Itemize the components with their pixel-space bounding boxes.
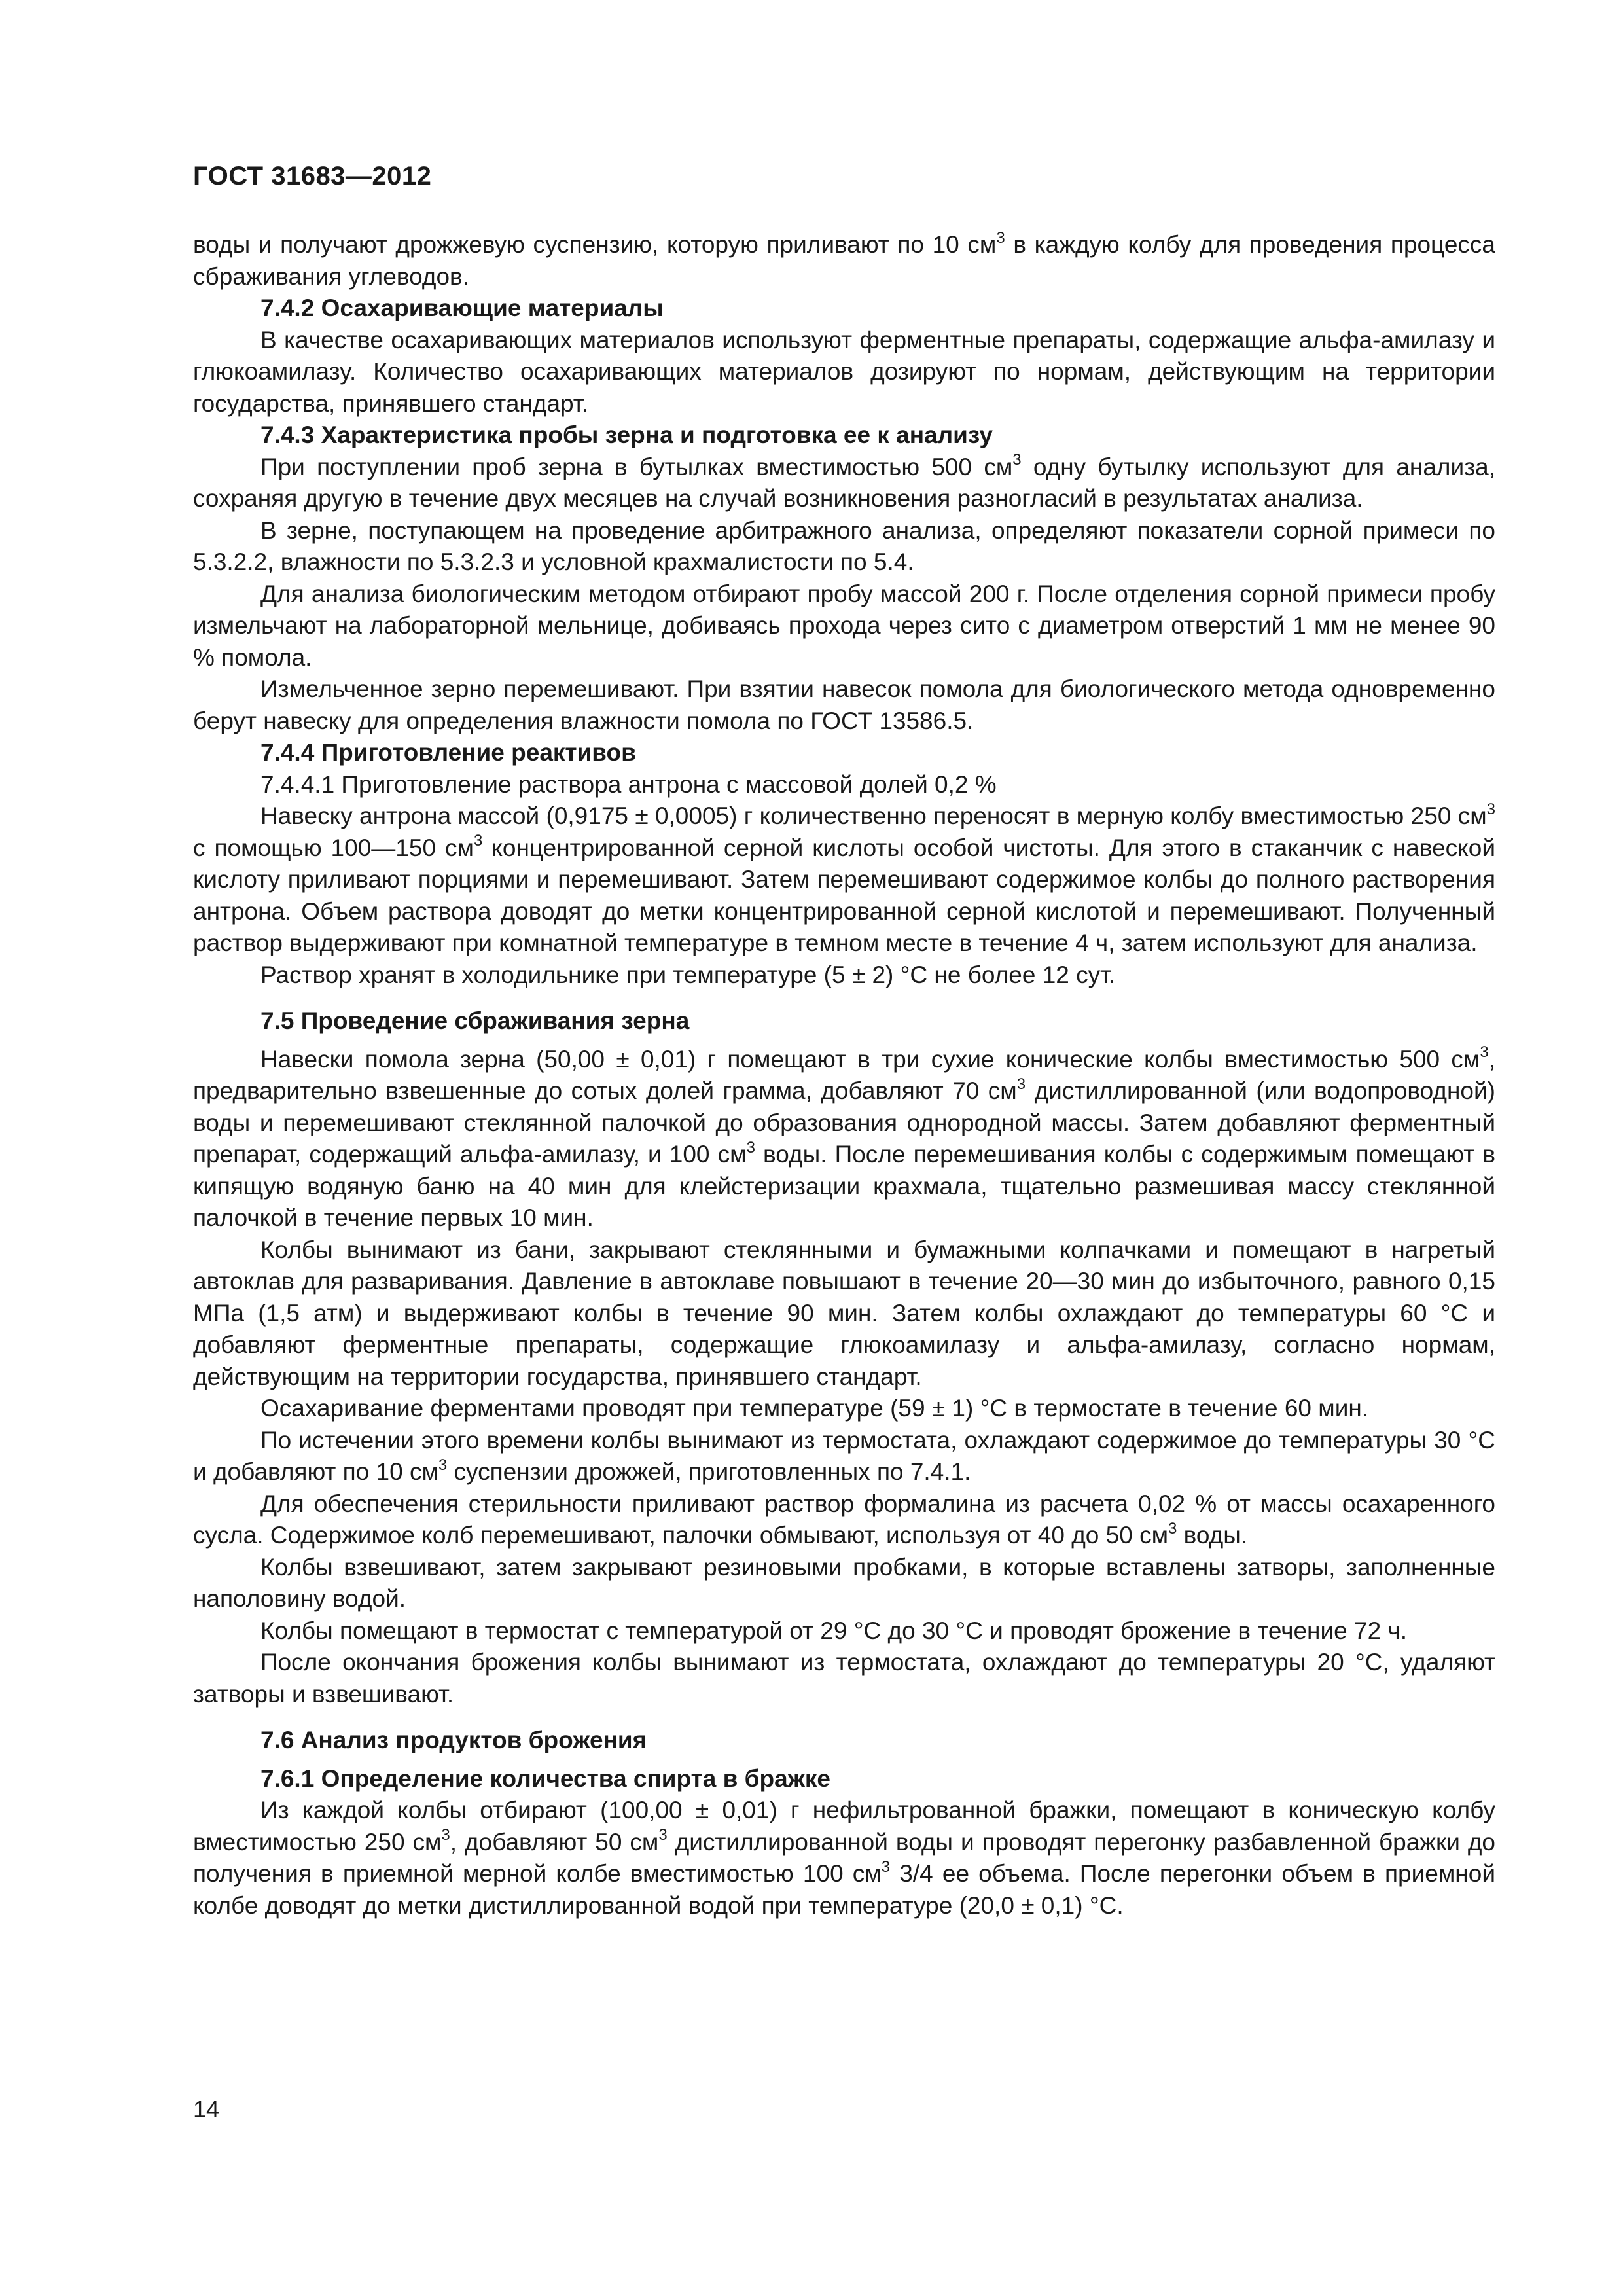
section-heading-7-4-2: 7.4.2 Осахаривающие материалы [260, 295, 664, 321]
paragraph: Раствор хранят в холодильнике при температуре (5 ± 2) °С не более 12 сут. [260, 961, 1116, 988]
paragraph: В зерне, поступающем на проведение арбитражного анализа, определяют показатели сорной примеси по 5.3.2.2, влажности по 5.3.2.3 и условной крахмалистости по 5.4. [193, 516, 1495, 575]
standard-header: ГОСТ 31683—2012 [193, 162, 432, 190]
section-heading-7-6: 7.6 Анализ продуктов брожения [260, 1727, 647, 1753]
paragraph: Навески помола зерна (50,00 ± 0,01) г помещают в три сухие конические колбы вместимостью 500 $см^3$, предварительно взвешенные до сотых долей грамма, добавляют 70 $см^3$ дистиллированной (или водопроводной) воды и перемешивают стеклянной палочкой до образования однородной массы. Затем добавляют ферментный препарат, содержащий альфа-амилазу, и 100 $см^3$ воды. После перемешивания колбы с содержимым помещают в кипящую водяную баню на 40 мин для клейстеризации крахмала, тщательно размешивая массу стеклянной палочкой в течение первых 10 мин. [193, 1043, 1495, 1231]
paragraph: Колбы взвешивают, затем закрывают резиновыми пробками, в которые вставлены затворы, заполненные наполовину водой. [193, 1553, 1495, 1612]
paragraph: Колбы помещают в термостат с температурой от 29 °С до 30 °С и проводят брожение в течение 72 ч. [260, 1617, 1408, 1644]
paragraph: воды и получают дрожжевую суспензию, которую приливают по 10 $см^3$ в каждую колбу для проведения процесса сбраживания углеводов. [193, 228, 1495, 290]
section-heading-7-6-1: 7.6.1 Определение количества спирта в бражке [260, 1765, 830, 1792]
section-heading-7-4-4: 7.4.4 Приготовление реактивов [260, 739, 636, 766]
paragraph: По истечении этого времени колбы вынимают из термостата, охлаждают содержимое до температуры 30 °С и добавляют по 10 $см^3$ суспензии дрожжей, приготовленных по 7.4.1. [193, 1426, 1495, 1485]
section-heading-7-4-3: 7.4.3 Характеристика пробы зерна и подготовка ее к анализу [260, 422, 993, 448]
paragraph: После окончания брожения колбы вынимают из термостата, охлаждают до температуры 20 °С, удаляют затворы и взвешивают. [193, 1649, 1495, 1708]
paragraph: Осахаривание ферментами проводят при температуре (59 ± 1) °С в термостате в течение 60 мин. [260, 1395, 1369, 1422]
paragraph: Измельченное зерно перемешивают. При взятии навесок помола для биологического метода одновременно берут навеску для определения влажности помола по ГОСТ 13586.5. [193, 675, 1495, 734]
paragraph: Навеску антрона массой (0,9175 ± 0,0005) г количественно переносят в мерную колбу вместимостью 250 $см^3$ с помощью 100—150 $см^3$ концентрированной серной кислоты особой чистоты. Для этого в стаканчик с навеской кислоту приливают порциями и перемешивают. Затем перемешивают содержимое колбы до полного растворения антрона. Объем раствора доводят до метки концентрированной серной кислотой и перемешивают. Полученный раствор выдерживают при комнатной температуре в темном месте в течение 4 ч, затем используют для анализа. [193, 800, 1495, 956]
page-number: 14 [193, 2096, 220, 2123]
document-body [193, 229, 1495, 1922]
paragraph: При поступлении проб зерна в бутылках вместимостью 500 $см^3$ одну бутылку используют для анализа, сохраняя другую в течение двух месяцев на случай возникновения разногласий в результатах анализа. [193, 451, 1495, 512]
paragraph: Для обеспечения стерильности приливают раствор формалина из расчета 0,02 % от массы осахаренного сусла. Содержимое колб перемешивают, палочки обмывают, используя от 40 до 50 $см^3$ воды. [193, 1490, 1495, 1549]
paragraph: В качестве осахаривающих материалов используют ферментные препараты, содержащие альфа-амилазу и глюкоамилазу. Количество осахаривающих материалов дозируют по нормам, действующим на территории государства, принявшего стандарт. [193, 326, 1495, 417]
section-heading-7-5: 7.5 Проведение сбраживания зерна [260, 1007, 690, 1034]
paragraph: Из каждой колбы отбирают (100,00 ± 0,01) г нефильтрованной бражки, помещают в коническую колбу вместимостью 250 $см^3$, добавляют 50 $см^3$ дистиллированной воды и проводят перегонку разбавленной бражки до получения в приемной мерной колбе вместимостью 100 $см^3$ 3/4 ее объема. После перегонки объем в приемной колбе доводят до метки дистиллированной водой при температуре (20,0 ± 0,1) °С. [193, 1797, 1495, 1919]
paragraph: Для анализа биологическим методом отбирают пробу массой 200 г. После отделения сорной примеси пробу измельчают на лабораторной мельнице, добиваясь прохода через сито с диаметром отверстий 1 мм не менее 90 % помола. [193, 580, 1495, 671]
paragraph: Колбы вынимают из бани, закрывают стеклянными и бумажными колпачками и помещают в нагретый автоклав для разваривания. Давление в автоклаве повышают в течение 20—30 мин до избыточного, равного 0,15 МПа (1,5 атм) и выдерживают колбы в течение 90 мин. Затем колбы охлаждают до температуры 60 °С и добавляют ферментные препараты, содержащие глюкоамилазу и альфа-амилазу, согласно нормам, действующим на территории государства, принявшего стандарт. [193, 1236, 1495, 1390]
paragraph: 7.4.4.1 Приготовление раствора антрона с массовой долей 0,2 % [260, 770, 997, 798]
